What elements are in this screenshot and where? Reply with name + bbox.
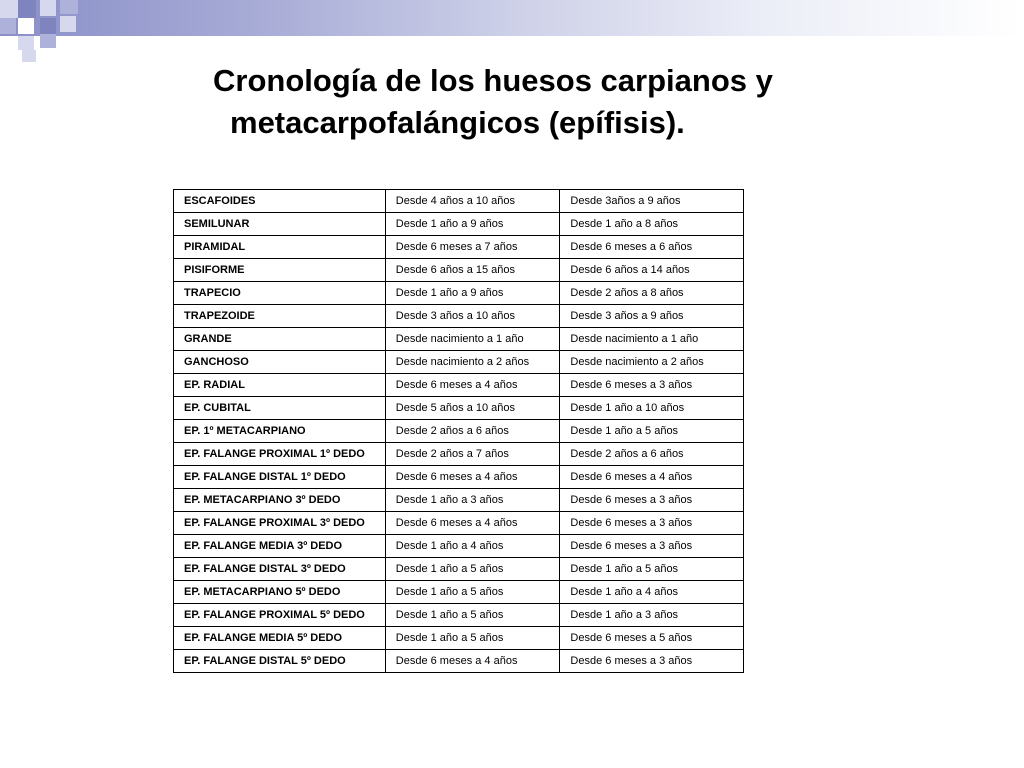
- range-cell-1: Desde 6 meses a 4 años: [385, 512, 560, 535]
- bone-name-cell: EP. 1º METACARPIANO: [174, 420, 386, 443]
- range-cell-2: Desde 6 meses a 3 años: [560, 535, 744, 558]
- range-cell-1: Desde 2 años a 7 años: [385, 443, 560, 466]
- title-line-1: Cronología de los huesos carpianos y: [213, 63, 773, 98]
- range-cell-1: Desde 1 año a 4 años: [385, 535, 560, 558]
- table-row: [174, 489, 744, 512]
- range-cell-1: Desde 6 meses a 4 años: [385, 466, 560, 489]
- table-row: [174, 305, 744, 328]
- range-cell-1: Desde 6 meses a 4 años: [385, 650, 560, 673]
- range-cell-1: Desde 3 años a 10 años: [385, 305, 560, 328]
- bone-name-cell: EP. FALANGE DISTAL 1º DEDO: [174, 466, 386, 489]
- table-row: [174, 627, 744, 650]
- bones-table-body: [174, 190, 744, 673]
- range-cell-1: Desde 6 meses a 7 años: [385, 236, 560, 259]
- table-row: [174, 604, 744, 627]
- table-row: [174, 558, 744, 581]
- range-cell-2: Desde 2 años a 8 años: [560, 282, 744, 305]
- bones-table: [173, 189, 744, 673]
- range-cell-2: Desde 6 meses a 3 años: [560, 374, 744, 397]
- range-cell-2: Desde 1 año a 8 años: [560, 213, 744, 236]
- table-row: [174, 581, 744, 604]
- table-row: [174, 374, 744, 397]
- range-cell-1: Desde 2 años a 6 años: [385, 420, 560, 443]
- table-row: [174, 213, 744, 236]
- table-row: [174, 236, 744, 259]
- range-cell-1: Desde 6 meses a 4 años: [385, 374, 560, 397]
- decorative-square: [40, 0, 56, 16]
- bone-name-cell: EP. CUBITAL: [174, 397, 386, 420]
- range-cell-1: Desde 4 años a 10 años: [385, 190, 560, 213]
- bone-name-cell: EP. FALANGE DISTAL 5º DEDO: [174, 650, 386, 673]
- table-row: [174, 351, 744, 374]
- table-row: [174, 443, 744, 466]
- decorative-square: [40, 18, 56, 34]
- range-cell-2: Desde 1 año a 10 años: [560, 397, 744, 420]
- bone-name-cell: SEMILUNAR: [174, 213, 386, 236]
- range-cell-1: Desde 1 año a 5 años: [385, 581, 560, 604]
- page-title: [130, 60, 910, 144]
- bone-name-cell: PISIFORME: [174, 259, 386, 282]
- range-cell-2: Desde 6 meses a 3 años: [560, 489, 744, 512]
- range-cell-2: Desde 6 años a 14 años: [560, 259, 744, 282]
- decorative-square: [18, 0, 36, 18]
- table-row: [174, 190, 744, 213]
- bone-name-cell: EP. FALANGE PROXIMAL 5º DEDO: [174, 604, 386, 627]
- range-cell-2: Desde 6 meses a 6 años: [560, 236, 744, 259]
- range-cell-2: Desde 1 año a 4 años: [560, 581, 744, 604]
- bone-name-cell: EP. FALANGE DISTAL 3º DEDO: [174, 558, 386, 581]
- bone-name-cell: EP. METACARPIANO 3º DEDO: [174, 489, 386, 512]
- range-cell-2: Desde nacimiento a 1 año: [560, 328, 744, 351]
- range-cell-1: Desde 1 año a 5 años: [385, 627, 560, 650]
- decorative-square: [0, 18, 16, 34]
- range-cell-2: Desde 2 años a 6 años: [560, 443, 744, 466]
- table-row: [174, 466, 744, 489]
- range-cell-1: Desde 1 año a 5 años: [385, 558, 560, 581]
- bone-name-cell: EP. FALANGE PROXIMAL 1º DEDO: [174, 443, 386, 466]
- bone-name-cell: EP. RADIAL: [174, 374, 386, 397]
- range-cell-1: Desde 6 años a 15 años: [385, 259, 560, 282]
- range-cell-2: Desde 1 año a 3 años: [560, 604, 744, 627]
- range-cell-1: Desde 5 años a 10 años: [385, 397, 560, 420]
- table-row: [174, 282, 744, 305]
- decorative-square: [18, 36, 34, 50]
- bone-name-cell: GANCHOSO: [174, 351, 386, 374]
- table-row: [174, 397, 744, 420]
- table-row: [174, 259, 744, 282]
- range-cell-2: Desde nacimiento a 2 años: [560, 351, 744, 374]
- range-cell-1: Desde 1 año a 3 años: [385, 489, 560, 512]
- range-cell-1: Desde 1 año a 5 años: [385, 604, 560, 627]
- decorative-square: [40, 34, 56, 48]
- range-cell-2: Desde 6 meses a 3 años: [560, 650, 744, 673]
- range-cell-1: Desde nacimiento a 1 año: [385, 328, 560, 351]
- decorative-square: [0, 0, 18, 18]
- range-cell-2: Desde 1 año a 5 años: [560, 558, 744, 581]
- bone-name-cell: ESCAFOIDES: [174, 190, 386, 213]
- range-cell-1: Desde 1 año a 9 años: [385, 213, 560, 236]
- decorative-square: [18, 18, 34, 34]
- range-cell-2: Desde 3 años a 9 años: [560, 305, 744, 328]
- range-cell-1: Desde nacimiento a 2 años: [385, 351, 560, 374]
- bone-name-cell: GRANDE: [174, 328, 386, 351]
- range-cell-1: Desde 1 año a 9 años: [385, 282, 560, 305]
- bone-name-cell: PIRAMIDAL: [174, 236, 386, 259]
- bone-name-cell: EP. FALANGE PROXIMAL 3º DEDO: [174, 512, 386, 535]
- title-line-2: metacarpofalángicos (epífisis).: [230, 105, 685, 140]
- table-row: [174, 535, 744, 558]
- range-cell-2: Desde 3años a 9 años: [560, 190, 744, 213]
- bone-name-cell: TRAPEZOIDE: [174, 305, 386, 328]
- bone-name-cell: EP. FALANGE MEDIA 5º DEDO: [174, 627, 386, 650]
- range-cell-2: Desde 6 meses a 4 años: [560, 466, 744, 489]
- decorative-square: [60, 16, 76, 32]
- range-cell-2: Desde 1 año a 5 años: [560, 420, 744, 443]
- table-row: [174, 328, 744, 351]
- range-cell-2: Desde 6 meses a 3 años: [560, 512, 744, 535]
- table-row: [174, 650, 744, 673]
- table-row: [174, 512, 744, 535]
- bone-name-cell: TRAPECIO: [174, 282, 386, 305]
- decorative-square: [60, 0, 78, 14]
- table-row: [174, 420, 744, 443]
- decorative-square: [22, 50, 36, 62]
- bone-name-cell: EP. METACARPIANO 5º DEDO: [174, 581, 386, 604]
- range-cell-2: Desde 6 meses a 5 años: [560, 627, 744, 650]
- bone-name-cell: EP. FALANGE MEDIA 3º DEDO: [174, 535, 386, 558]
- decorative-gradient-bar: [0, 0, 1024, 36]
